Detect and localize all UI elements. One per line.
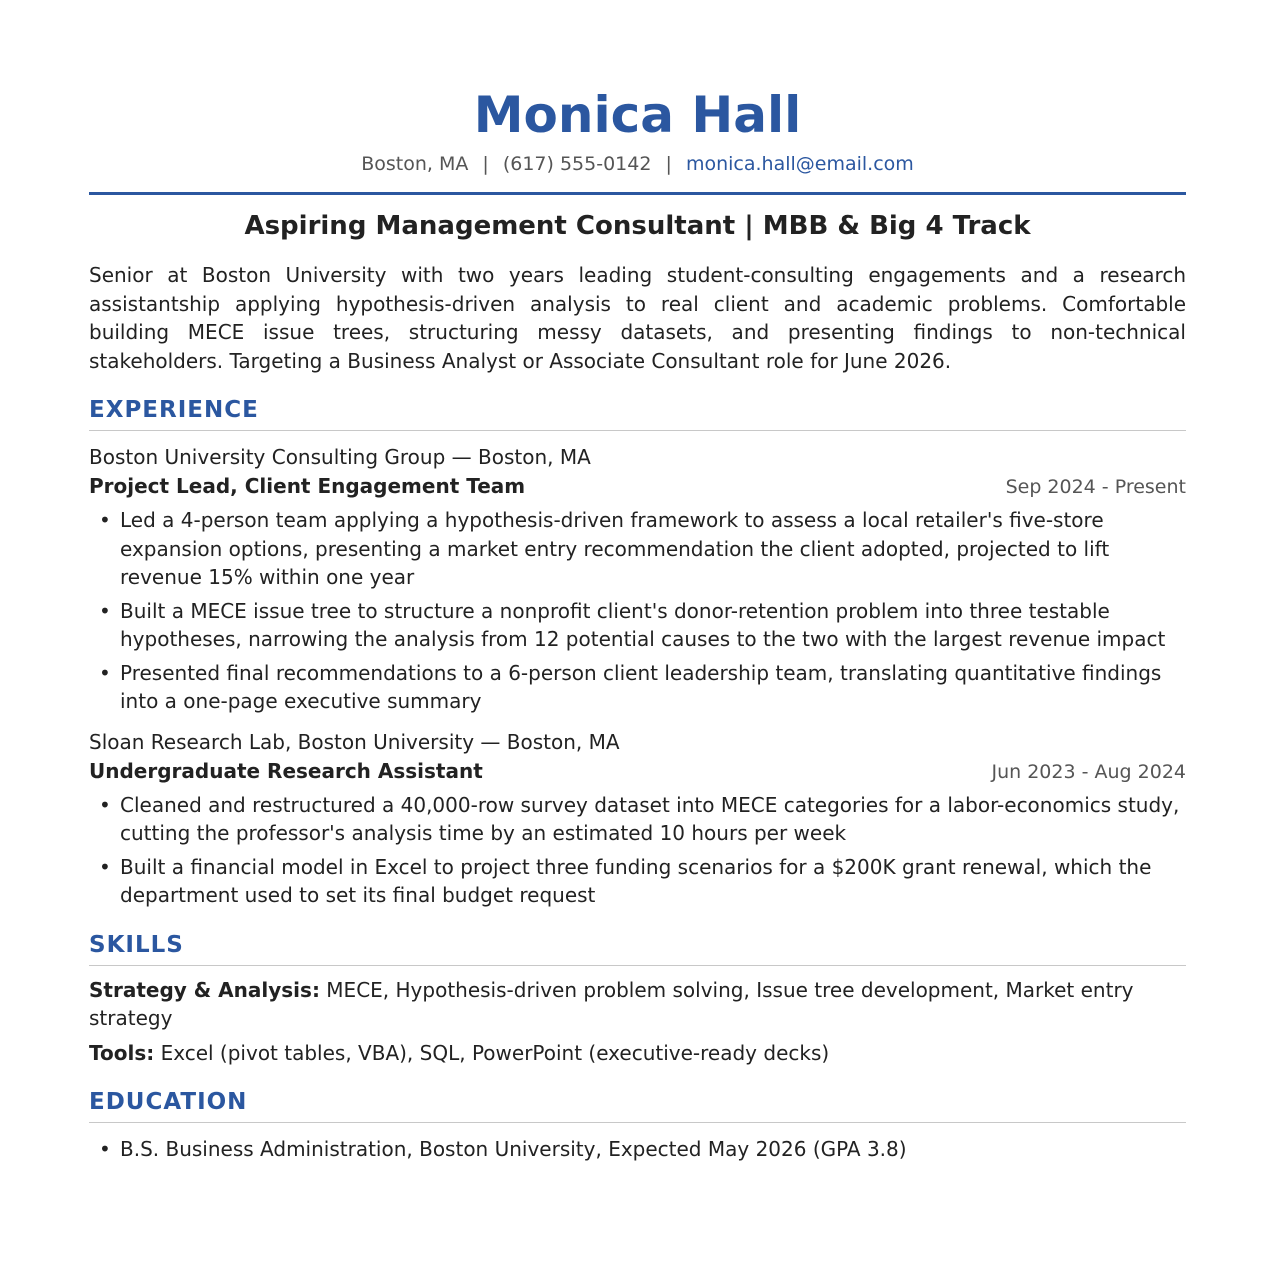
skill-line	[89, 1039, 1186, 1068]
bullet-dot: •	[99, 660, 111, 685]
skill-label: Strategy & Analysis:	[89, 977, 320, 1002]
bullet-text: Led a 4-person team applying a hypothesis-driven framework to assess a local retailer's five-store expansion options, presenting a market entry recommendation the client adopted, projected to lift revenue 15% within one year	[120, 508, 1110, 589]
experience-dates: Sep 2024 - Present	[1005, 476, 1186, 498]
bullet-text: Built a MECE issue tree to structure a nonprofit client's donor-retention problem into three testable hypotheses, narrowing the analysis from 12 potential causes to the two with the largest revenue impact	[120, 598, 1166, 651]
bullet-text: Presented final recommendations to a 6-person client leadership team, translating quantitative findings into a one-page executive summary	[120, 660, 1162, 713]
bullet-dot: •	[99, 854, 111, 879]
section-title-experience: EXPERIENCE	[89, 397, 259, 423]
resume-page	[89, 84, 1186, 1169]
contact-email-link[interactable]: monica.hall@email.com	[685, 153, 914, 175]
bullet-dot: •	[99, 508, 111, 532]
contact-separator: |	[665, 153, 672, 175]
experience-role-row	[89, 756, 1186, 787]
experience-entry	[89, 443, 1186, 716]
bullet-dot: •	[99, 598, 111, 623]
contact-location: Boston, MA	[361, 153, 469, 175]
experience-role: Project Lead, Client Engagement Team	[89, 474, 526, 498]
headline: Aspiring Management Consultant | MBB & Big 4 Track	[244, 211, 1031, 241]
contact-separator: |	[482, 153, 489, 175]
skill-line	[89, 976, 1186, 1033]
bullet-item	[89, 659, 1186, 716]
education-item	[89, 1135, 1186, 1164]
bullet-text: Cleaned and restructured a 40,000-row survey dataset into MECE categories for a labor-economics study, cutting the professor's analysis time by an estimated 10 hours per week	[120, 792, 1180, 845]
experience-bullets	[89, 791, 1186, 910]
bullet-text: Built a financial model in Excel to project three funding scenarios for a $200K grant renewal, which the department used to set its final budget request	[120, 854, 1152, 907]
skill-value: Excel (pivot tables, VBA), SQL, PowerPoint (executive-ready decks)	[160, 1040, 830, 1065]
contact-line	[89, 150, 1186, 178]
experience-org: Sloan Research Lab, Boston University — Boston, MA	[89, 729, 620, 754]
bullet-dot: •	[99, 1137, 111, 1161]
section-title-education: EDUCATION	[89, 1089, 248, 1115]
bullet-item	[89, 791, 1186, 848]
bullet-item	[89, 853, 1186, 910]
section-divider	[89, 965, 1186, 966]
experience-role-row	[89, 471, 1186, 502]
education-list	[89, 1135, 1186, 1164]
experience-bullets	[89, 506, 1186, 716]
experience-org: Boston University Consulting Group — Boston, MA	[89, 445, 591, 469]
section-divider	[89, 430, 1186, 431]
bullet-dot: •	[99, 792, 111, 817]
bullet-item	[89, 597, 1186, 654]
candidate-name: Monica Hall	[473, 86, 802, 144]
experience-entry	[89, 728, 1186, 910]
education-text: B.S. Business Administration, Boston University, Expected May 2026 (GPA 3.8)	[120, 1137, 907, 1161]
experience-dates: Jun 2023 - Aug 2024	[991, 760, 1186, 783]
skill-value: MECE, Hypothesis-driven problem solving, Issue tree development, Market entry strategy	[89, 977, 1134, 1030]
contact-phone: (617) 555-0142	[502, 153, 652, 175]
experience-role: Undergraduate Research Assistant	[89, 758, 483, 783]
section-title-skills: SKILLS	[89, 931, 184, 958]
skill-label: Tools:	[89, 1040, 155, 1065]
summary-paragraph: Senior at Boston University with two years leading student-consulting engagements and a research assistantship applying hypothesis-driven analysis to real client and academic problems. Comfortable building MECE issue trees, structuring messy datasets, and presenting findings to non-technical stakeholders. Targeting a Business Analyst or Associate Consultant role for June 2026.	[89, 263, 1186, 373]
header-divider	[89, 192, 1186, 195]
section-divider	[89, 1122, 1186, 1123]
bullet-item	[89, 506, 1186, 592]
